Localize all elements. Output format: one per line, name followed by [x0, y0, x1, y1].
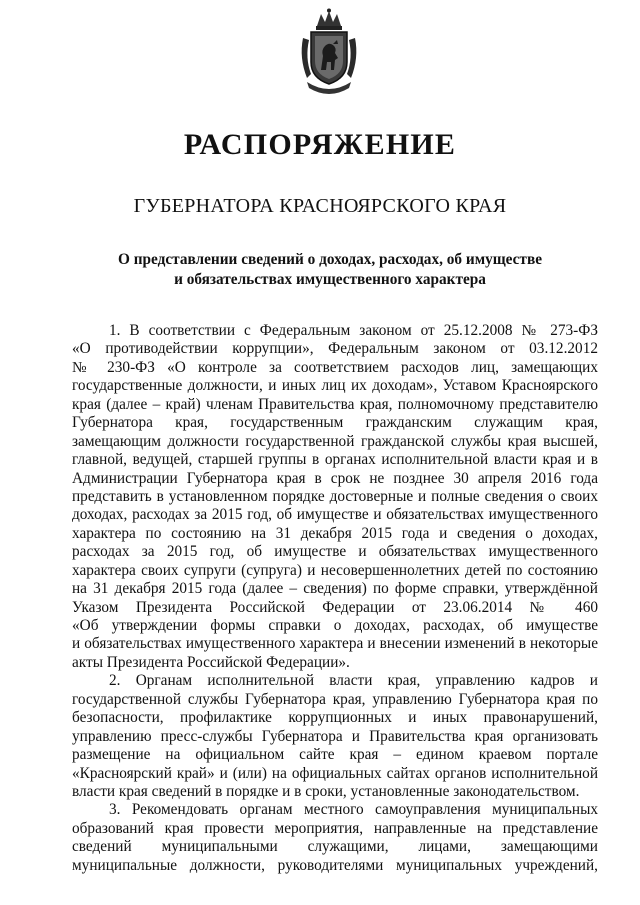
body-text-line: власти края сведений в порядке и в сроки, установленные законодательством.: [72, 782, 580, 800]
body-text-line: Администрации Губернатора края в срок не позднее 30 апреля 2016 года: [72, 469, 598, 487]
document-type-title: РАСПОРЯЖЕНИЕ: [183, 128, 457, 161]
body-text-line: замещающим должности государственной гражданской службы края высшей,: [72, 432, 598, 450]
body-text-line: государственные должности, и иных лиц их доходам», Уставом Красноярского: [72, 377, 598, 395]
body-text-line: акты Президента Российской Федерации».: [72, 653, 350, 671]
body-text-line: № 230-ФЗ «О контроле за соответствием расходов лиц, замещающих: [72, 358, 598, 376]
body-text-line: безопасности, профилактике коррупционных и иных правонарушений,: [72, 709, 598, 727]
body-text-line: характера своих супруги (супруга) и несовершеннолетних детей по состоянию: [72, 561, 598, 579]
coat-of-arms-icon: [297, 8, 361, 98]
body-text-line: 1. В соответствии с Федеральным законом от 25.12.2008 № 273-ФЗ: [109, 322, 598, 339]
body-text-line: управлению пресс-службы Губернатора и Правительства края организовать: [72, 727, 598, 745]
body-text-line: доходах, расходах за 2015 год, об имуществе и обязательствах имущественного: [72, 506, 598, 524]
body-text-line: на 31 декабря 2015 года (далее – сведения) по форме справки, утверждённой: [72, 580, 598, 598]
subject-line: и обязательствах имущественного характера: [174, 271, 486, 288]
issuing-authority: ГУБЕРНАТОРА КРАСНОЯРСКОГО КРАЯ: [133, 195, 507, 217]
document-subject: [60, 250, 600, 290]
body-text-line: образований края провести мероприятия, направленные на представление: [72, 819, 598, 837]
body-text-line: «Об утверждении формы справки о доходах, расходах, об имуществе: [72, 617, 598, 634]
body-text-line: государственной службы Губернатора края, управлению Губернатора края по: [72, 690, 598, 708]
body-text-line: размещение на официальном сайте края – едином краевом портале: [72, 746, 598, 764]
body-text-line: главной, ведущей, старшей группы в органах исполнительной власти края и в: [72, 451, 598, 469]
body-text-line: характера по состоянию на 31 декабря 2015 года и сведения о доходах,: [72, 524, 598, 542]
subject-line: О представлении сведений о доходах, расходах, об имуществе: [117, 251, 543, 268]
body-text-line: 3. Рекомендовать органам местного самоуправления муниципальных: [109, 801, 598, 819]
body-text-line: и обязательствах имущественного характера и внесении изменений в некоторые: [72, 635, 598, 653]
body-text-line: «Красноярский край» и (или) на официальных сайтах органов исполнительной: [72, 764, 598, 782]
body-text-line: сведений муниципальными служащими, лицами, замещающими: [72, 838, 598, 856]
body-text-line: представить в установленном порядке достоверные и полные сведения о своих: [72, 487, 598, 505]
document-body: [72, 322, 598, 875]
body-text-line: расходах за 2015 год, об имуществе и обязательствах имущественного: [72, 543, 598, 561]
body-text-line: Указом Президента Российской Федерации от 23.06.2014 № 460: [72, 598, 598, 616]
body-text-line: 2. Органам исполнительной власти края, управлению кадров и: [109, 672, 598, 690]
body-text-line: края (далее – край) членам Правительства края, полномочному представителю: [72, 395, 598, 413]
body-text-line: муниципальные должности, руководителями муниципальных учреждений,: [72, 856, 598, 874]
body-text-line: Губернатора края, государственным гражданским служащим края,: [72, 414, 598, 432]
body-text-line: «О противодействии коррупции», Федеральным законом от 03.12.2012: [72, 340, 598, 358]
